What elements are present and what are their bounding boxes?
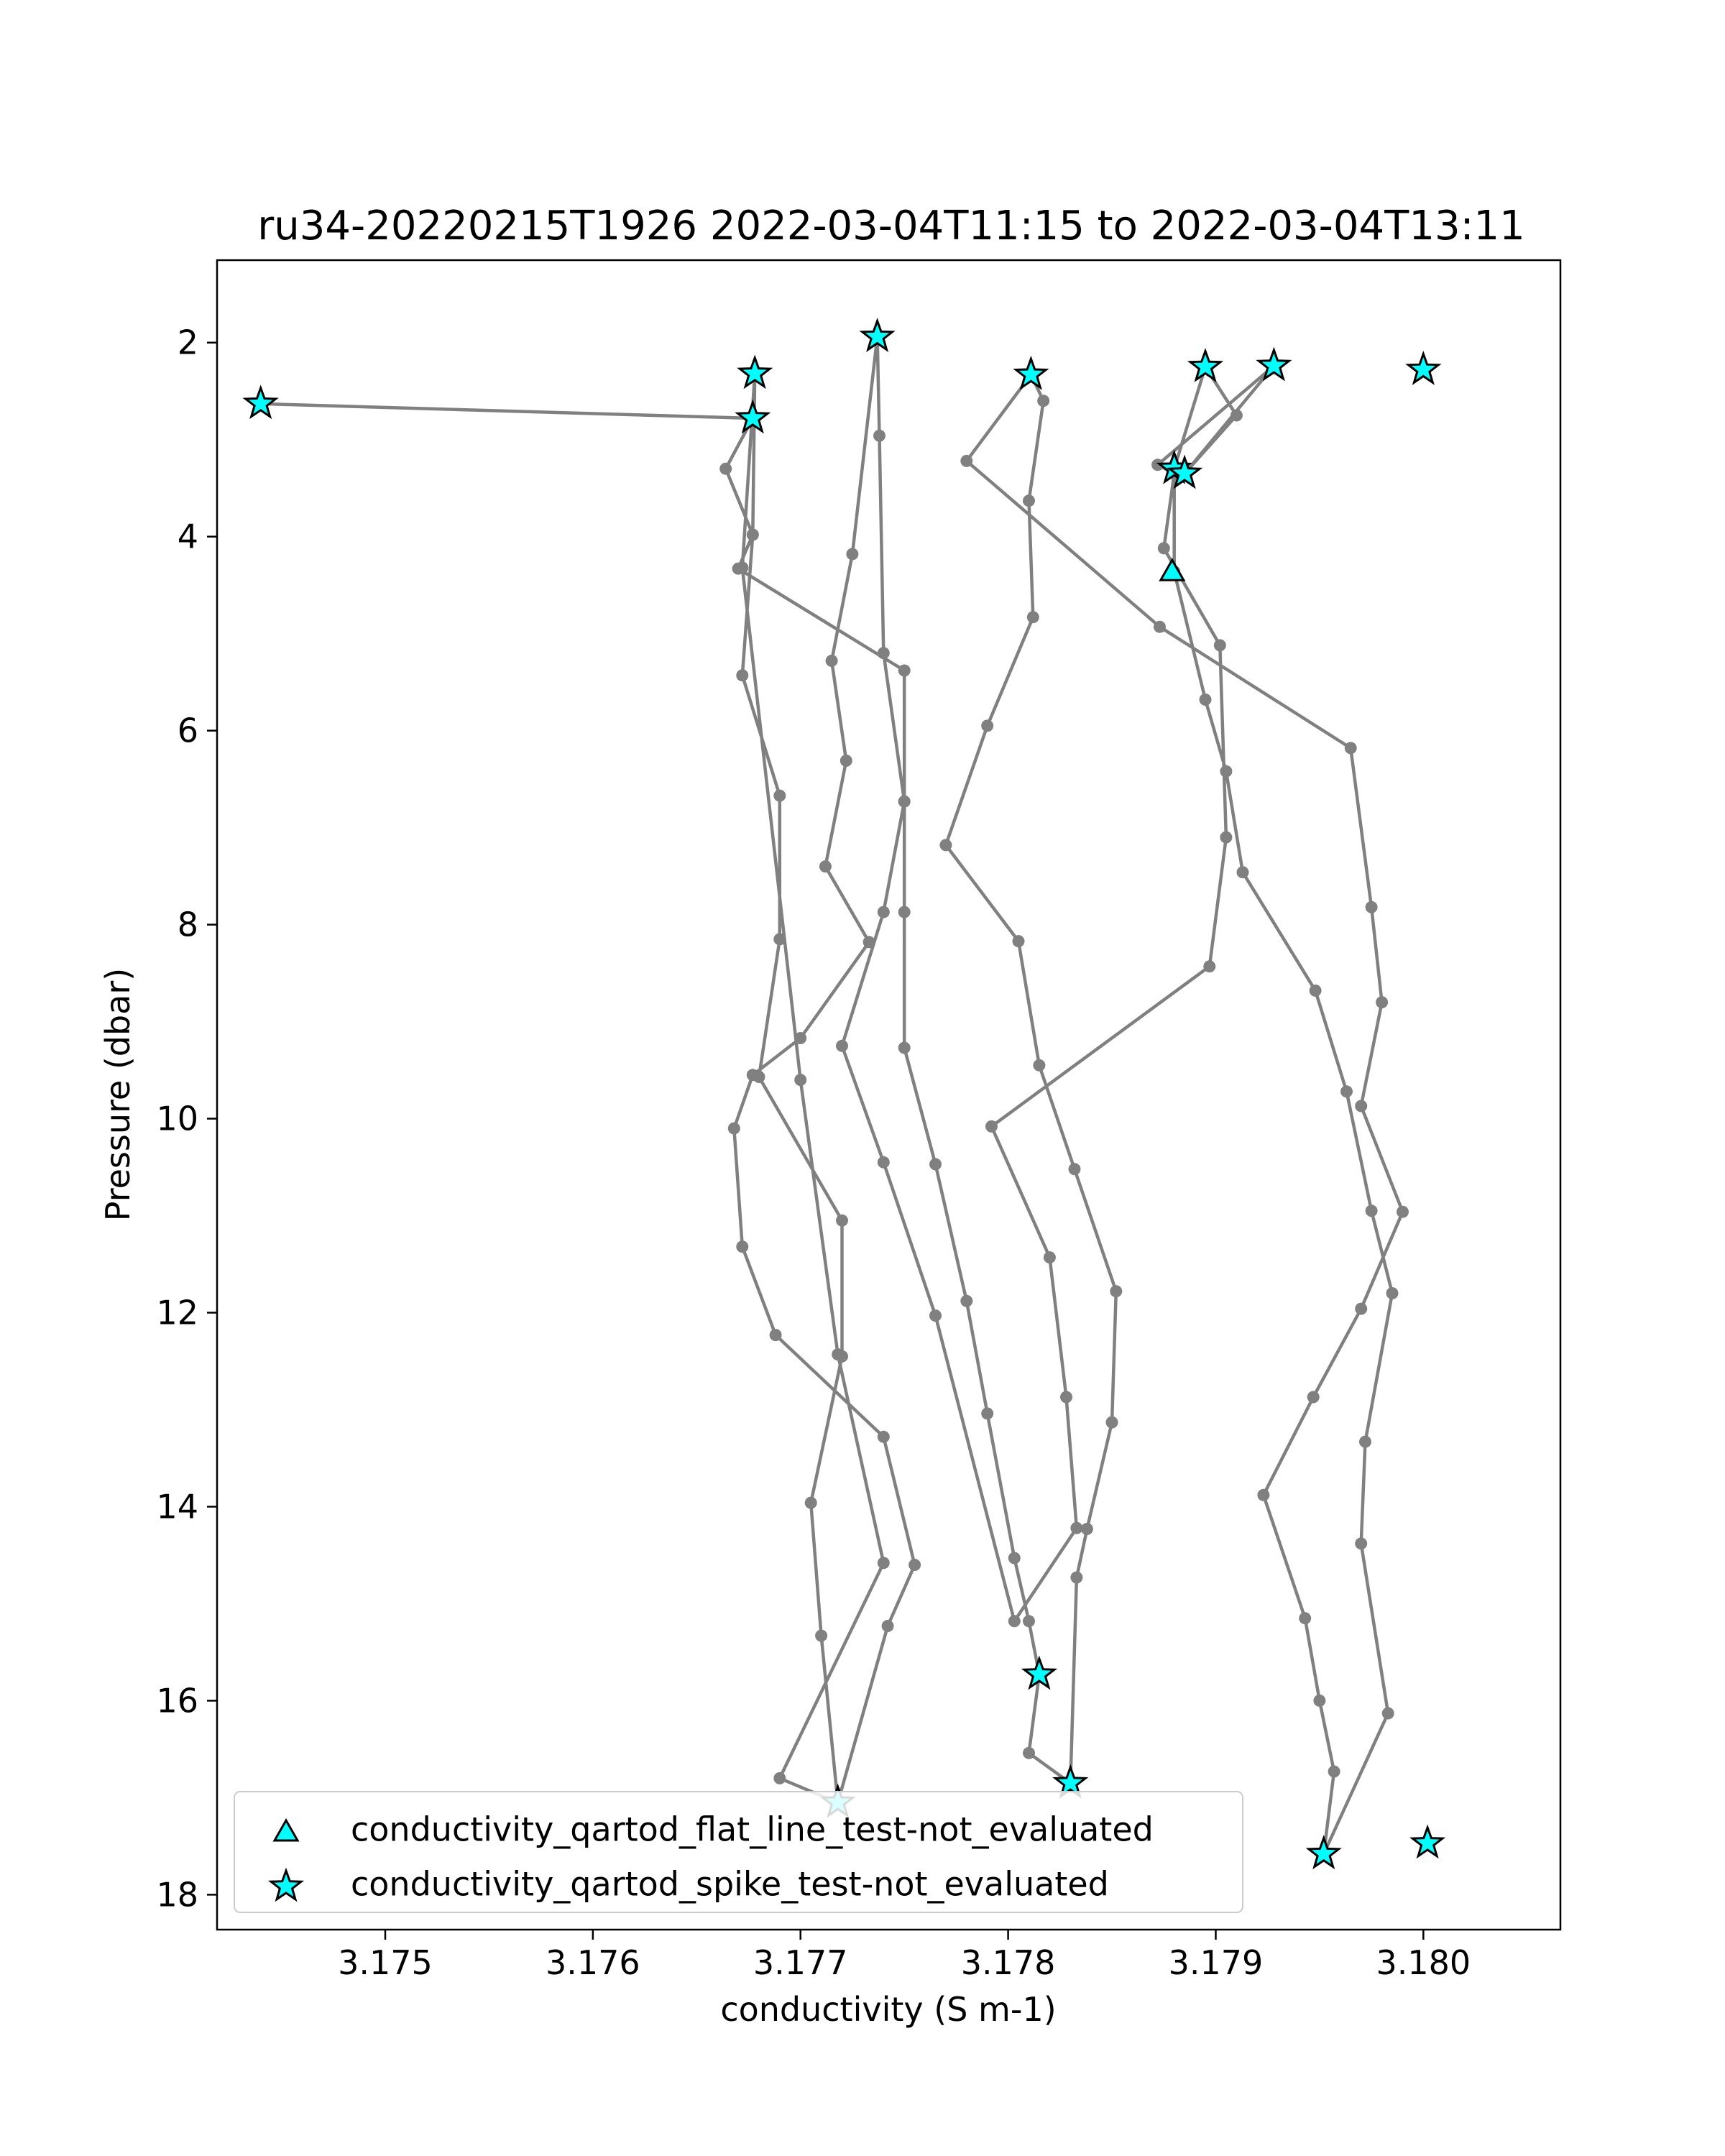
data-point xyxy=(1328,1766,1340,1778)
chart-title: ru34-20220215T1926 2022-03-04T11:15 to 2022-03-04T13:11 xyxy=(257,203,1525,249)
data-point xyxy=(878,1156,890,1169)
data-point xyxy=(882,1620,894,1632)
data-point xyxy=(805,1497,817,1509)
data-point xyxy=(1060,1391,1072,1404)
data-point xyxy=(1044,1251,1056,1263)
data-point xyxy=(1200,694,1212,706)
data-point xyxy=(1257,1489,1269,1501)
data-point xyxy=(1313,1695,1325,1707)
data-point xyxy=(1299,1612,1311,1624)
data-point xyxy=(1033,1059,1045,1072)
x-tick-label: 3.180 xyxy=(1376,1943,1471,1982)
data-point xyxy=(878,647,890,659)
data-point xyxy=(929,1158,942,1171)
data-point xyxy=(1023,1747,1035,1759)
data-point xyxy=(736,1240,748,1253)
profile-line xyxy=(261,337,1403,1854)
data-point xyxy=(1382,1708,1394,1720)
plot-frame xyxy=(217,260,1560,1930)
y-tick-label: 18 xyxy=(156,1875,198,1915)
data-point xyxy=(1366,1204,1378,1217)
x-tick-label: 3.179 xyxy=(1168,1943,1264,1982)
spike-test-marker xyxy=(1016,359,1046,387)
data-point xyxy=(1070,1522,1082,1534)
y-tick-label: 16 xyxy=(156,1681,198,1720)
data-point xyxy=(1359,1436,1371,1448)
data-point xyxy=(1203,960,1215,972)
data-point xyxy=(878,906,890,918)
y-tick-label: 14 xyxy=(156,1487,198,1526)
x-axis-label: conductivity (S m-1) xyxy=(720,1990,1057,2029)
data-point xyxy=(939,839,952,851)
data-point xyxy=(873,430,886,442)
data-point xyxy=(1106,1416,1118,1429)
spike-test-marker xyxy=(246,388,276,417)
y-axis-label: Pressure (dbar) xyxy=(98,967,137,1222)
data-point xyxy=(773,790,786,802)
data-point xyxy=(826,655,838,667)
y-axis xyxy=(156,323,217,1915)
data-point xyxy=(1158,542,1170,554)
data-point xyxy=(1008,1552,1021,1565)
data-point xyxy=(1345,742,1357,754)
data-point xyxy=(1310,985,1322,997)
data-point xyxy=(1154,621,1166,633)
data-point xyxy=(1366,901,1378,913)
data-point xyxy=(898,796,911,808)
data-point xyxy=(1237,866,1249,878)
data-point xyxy=(819,860,832,872)
legend xyxy=(234,1792,1243,1912)
data-point xyxy=(985,1120,998,1133)
data-point xyxy=(898,1042,911,1054)
x-tick-label: 3.175 xyxy=(338,1943,433,1982)
data-point xyxy=(1027,611,1039,623)
data-point xyxy=(773,933,786,945)
data-point xyxy=(747,529,759,541)
data-point xyxy=(1037,395,1049,407)
y-tick-label: 10 xyxy=(156,1099,198,1138)
x-tick-label: 3.176 xyxy=(546,1943,640,1982)
legend-label-spike: conductivity_qartod_spike_test-not_evaluated xyxy=(351,1864,1109,1904)
data-point xyxy=(981,719,993,732)
x-tick-label: 3.178 xyxy=(960,1943,1056,1982)
data-point xyxy=(1220,831,1232,844)
y-tick-label: 4 xyxy=(177,517,198,556)
data-point xyxy=(840,755,852,767)
data-point xyxy=(1355,1303,1367,1315)
data-point xyxy=(836,1040,848,1052)
data-point xyxy=(719,463,732,475)
data-point xyxy=(794,1074,806,1086)
x-tick-label: 3.177 xyxy=(753,1943,848,1982)
data-point xyxy=(1386,1287,1399,1299)
data-point xyxy=(929,1309,942,1322)
spike-test-marker xyxy=(1412,1828,1443,1856)
data-point xyxy=(1376,996,1388,1008)
data-point xyxy=(770,1329,782,1341)
spike-test-marker xyxy=(1309,1838,1339,1867)
data-point xyxy=(1069,1163,1081,1175)
flat-line-test-marker xyxy=(1161,560,1184,580)
data-point xyxy=(981,1407,993,1419)
data-point xyxy=(1230,410,1243,422)
data-point xyxy=(1070,1572,1082,1584)
data-point xyxy=(878,1431,890,1443)
data-point xyxy=(898,665,911,677)
data-point xyxy=(1355,1100,1367,1112)
data-point xyxy=(1023,1615,1035,1627)
data-point xyxy=(1355,1537,1367,1549)
plot-data xyxy=(246,321,1443,1867)
data-point xyxy=(863,936,875,948)
data-point xyxy=(878,1557,890,1569)
spike-test-marker xyxy=(1190,351,1220,380)
data-point xyxy=(1307,1391,1320,1404)
data-point xyxy=(960,455,972,467)
spike-test-marker xyxy=(1408,354,1438,383)
data-point xyxy=(1397,1206,1409,1218)
data-point xyxy=(1081,1523,1093,1535)
data-point xyxy=(773,1772,786,1784)
data-point xyxy=(898,906,911,918)
y-tick-label: 2 xyxy=(177,323,198,362)
data-point xyxy=(1214,639,1226,651)
data-point xyxy=(836,1215,848,1227)
data-point xyxy=(908,1559,921,1571)
x-axis xyxy=(338,1930,1471,1982)
data-point xyxy=(736,561,748,573)
data-point xyxy=(1110,1285,1122,1297)
data-point xyxy=(846,548,858,561)
y-tick-label: 6 xyxy=(177,711,198,750)
data-point xyxy=(736,669,748,681)
data-point xyxy=(832,1348,844,1360)
legend-label-flat-line: conductivity_qartod_flat_line_test-not_evaluated xyxy=(351,1810,1154,1849)
data-point xyxy=(728,1123,740,1135)
data-point xyxy=(1340,1085,1353,1097)
y-tick-label: 12 xyxy=(156,1293,198,1332)
data-point xyxy=(960,1295,972,1307)
data-point xyxy=(1023,494,1035,507)
data-point xyxy=(1008,1615,1021,1627)
data-point xyxy=(753,1071,765,1083)
data-point xyxy=(815,1630,827,1642)
data-point xyxy=(794,1032,806,1044)
data-point xyxy=(1013,935,1025,947)
data-point xyxy=(1220,765,1232,778)
y-tick-label: 8 xyxy=(177,905,198,944)
